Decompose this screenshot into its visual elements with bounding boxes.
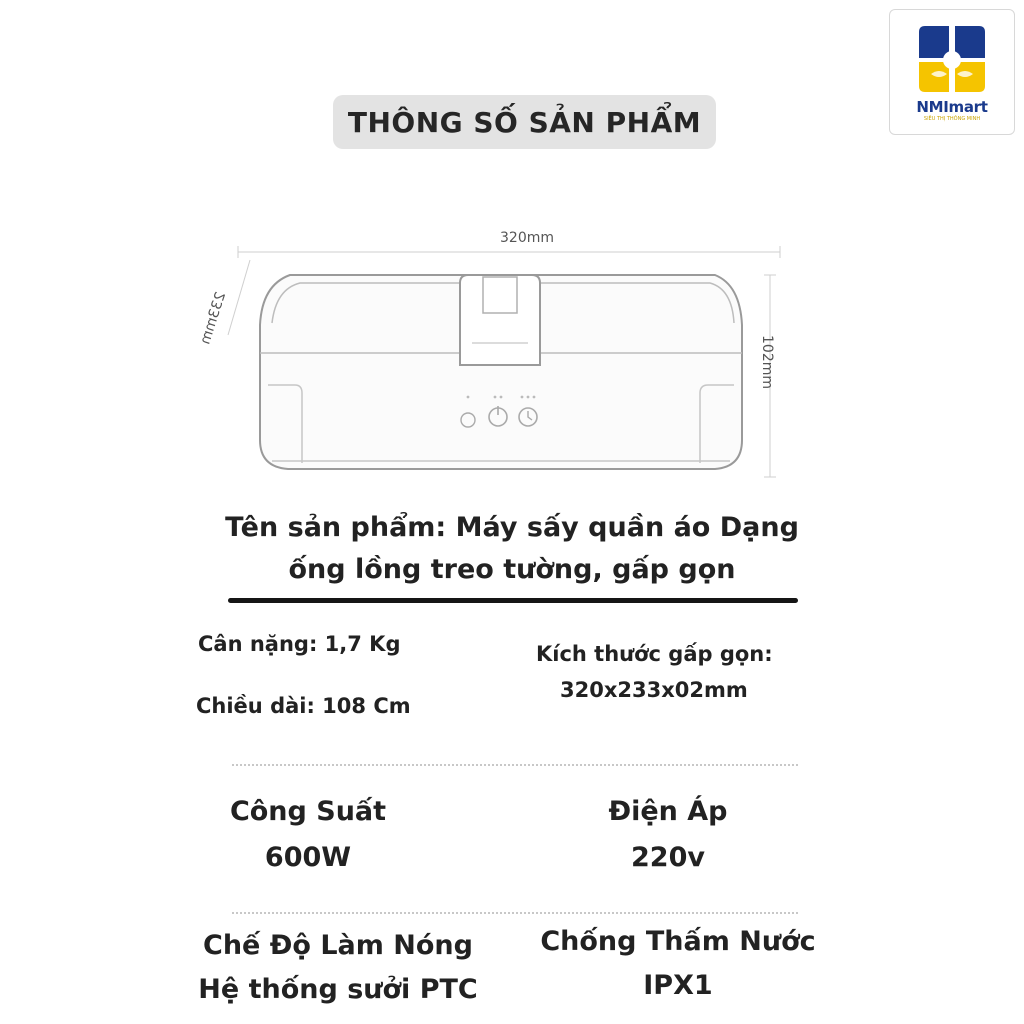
spec-heating-value: Hệ thống sưởi PTC	[198, 974, 478, 1005]
brand-logo	[889, 9, 1015, 135]
page-title-text: THÔNG SỐ SẢN PHẨM	[347, 105, 702, 139]
spec-voltage-value: 220v	[631, 842, 705, 873]
spec-length: Chiều dài: 108 Cm	[196, 694, 411, 718]
spec-waterproof-value: IPX1	[643, 970, 713, 1001]
logo-brand-text: NMImart	[916, 98, 988, 116]
spec-heating-label: Chế Độ Làm Nóng	[203, 930, 473, 961]
spec-power-value: 600W	[264, 842, 352, 873]
dimension-width-label: 320mm	[500, 230, 554, 246]
page-title	[333, 95, 716, 149]
product-name-line2: ống lồng treo tường, gấp gọn	[288, 554, 736, 585]
spec-voltage-label: Điện Áp	[608, 796, 728, 827]
dimension-height-label: 102mm	[759, 335, 775, 389]
dimension-depth-label: 233mm	[197, 290, 230, 347]
spec-folded-size-label: Kích thước gấp gọn:	[536, 642, 773, 666]
product-diagram	[210, 225, 810, 500]
dotted-divider	[232, 912, 798, 914]
product-name-line1: Tên sản phẩm: Máy sấy quần áo Dạng	[225, 512, 799, 543]
logo-emblem-icon	[917, 24, 987, 94]
logo-tagline: SIÊU THỊ THÔNG MINH	[923, 116, 981, 122]
section-divider	[228, 598, 798, 603]
spec-waterproof-label: Chống Thấm Nước	[540, 926, 816, 957]
dotted-divider	[232, 764, 798, 766]
spec-folded-size-value: 320x233x02mm	[560, 678, 748, 702]
spec-weight: Cân nặng: 1,7 Kg	[198, 632, 401, 656]
spec-power-label: Công Suất	[229, 796, 387, 827]
